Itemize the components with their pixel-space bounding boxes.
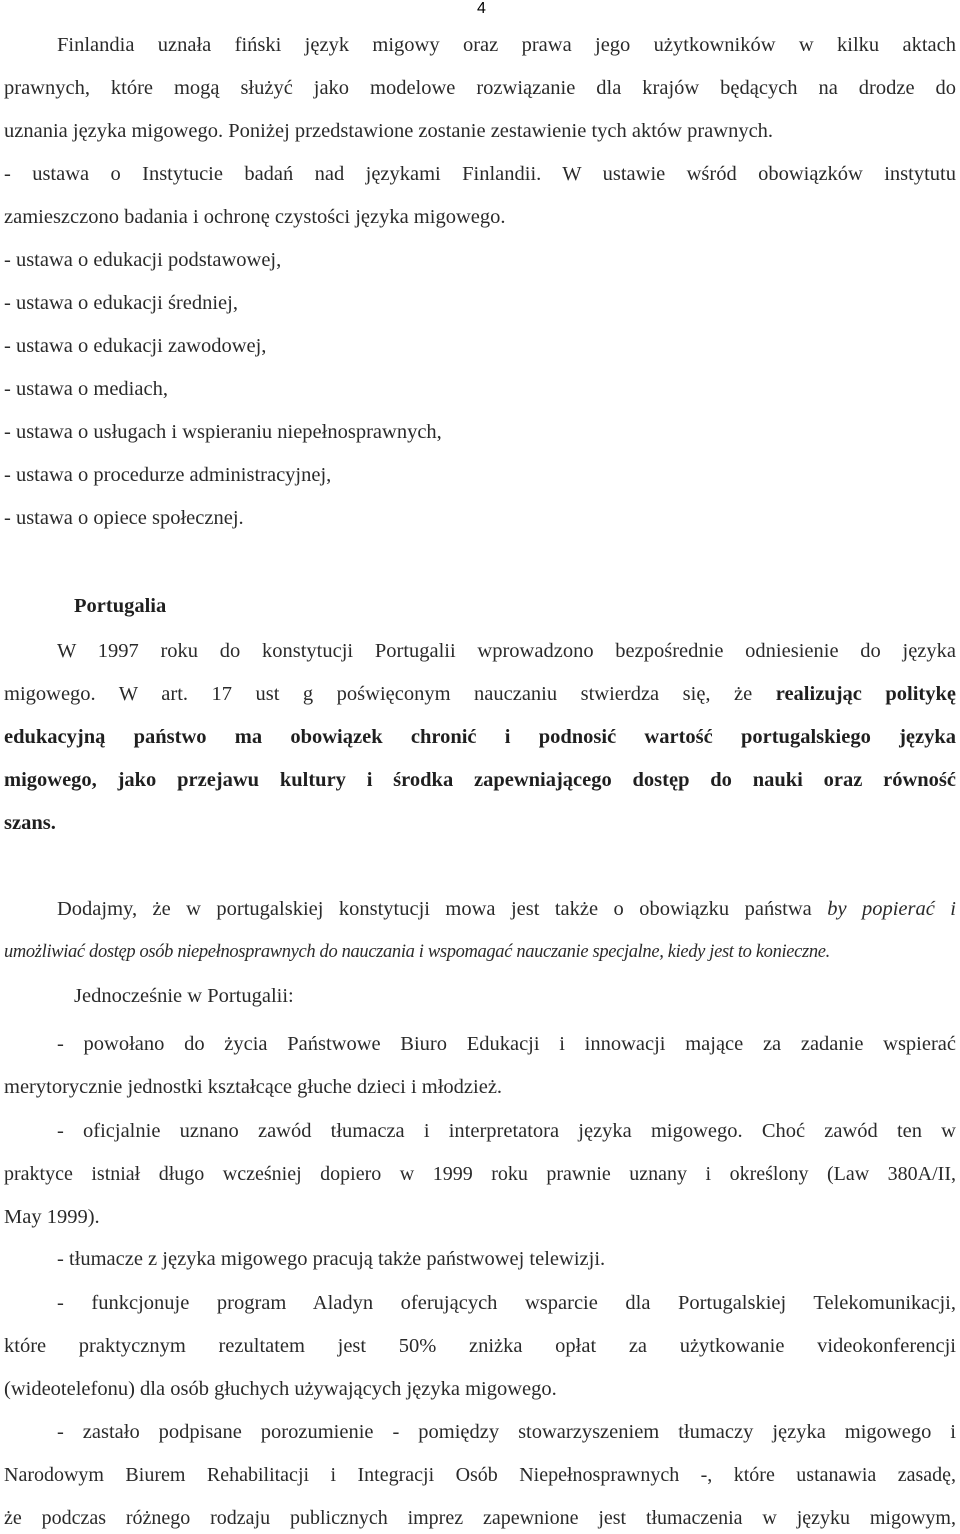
page-number: 4	[477, 0, 486, 17]
portugalia-p2-line-2: umożliwiać dostęp osób niepełnosprawnych do nauczania i wspomagać nauczanie specjalne, kiedy jest to konieczne.	[4, 942, 830, 962]
p2-plain-text: Dodajmy, że w portugalskiej konstytucji mowa jest także o obowiązku państwa	[57, 898, 828, 920]
bullet-4-line-3: (wideotelefonu) dla osób głuchych używających języka migowego.	[4, 1378, 557, 1400]
finlandia-line-3: uznania języka migowego. Poniżej przedstawione zostanie zestawienie tych aktów prawnych.	[4, 120, 774, 142]
bullet-5-line-3: że podczas różnego rodzaju publicznych imprez zapewnione jest tłumaczenia w języku migowym,	[4, 1507, 956, 1529]
portugalia-p1-line-3: edukacyjną państwo ma obowiązek chronić i podnosić wartość portugalskiego języka	[4, 726, 956, 748]
portugalia-p3: Jednocześnie w Portugalii:	[74, 985, 294, 1007]
p1-plain-text: migowego. W art. 17 ust g poświęconym nauczaniu stwierdza się, że	[4, 683, 776, 705]
bullet-2-line-2: praktyce istniał długo wcześniej dopiero w 1999 roku prawnie uznany i określony (Law 380A/II,	[4, 1163, 956, 1185]
bullet-3: - tłumacze z języka migowego pracują także państwowej telewizji.	[57, 1248, 606, 1270]
list-item: - ustawa o mediach,	[4, 378, 168, 400]
p2-italic-text: by popierać i	[827, 898, 956, 920]
portugalia-p1-line-4: migowego, jako przejawu kultury i środka zapewniającego dostęp do nauki oraz równość	[4, 769, 956, 791]
bullet-1-line-2: merytorycznie jednostki kształcące głuche dzieci i młodzież.	[4, 1076, 503, 1098]
list-item: - ustawa o usługach i wspieraniu niepełnosprawnych,	[4, 421, 442, 443]
finlandia-line-2: prawnych, które mogą służyć jako modelowe rozwiązanie dla krajów będących na drodze do	[4, 77, 956, 99]
portugalia-p2-line-1	[57, 896, 956, 922]
list-item: - ustawa o edukacji zawodowej,	[4, 335, 267, 357]
bullet-1-line-1: - powołano do życia Państwowe Biuro Edukacji i innowacji mające za zadanie wspierać	[57, 1033, 956, 1055]
p1-bold-text: realizując politykę	[775, 683, 956, 705]
portugalia-p1-line-2	[4, 681, 956, 707]
list-item: - ustawa o edukacji podstawowej,	[4, 249, 282, 271]
bullet-2-line-3: May 1999).	[4, 1206, 100, 1228]
bullet-2-line-1: - oficjalnie uznano zawód tłumacza i interpretatora języka migowego. Choć zawód ten w	[57, 1120, 956, 1142]
bullet-4-line-2: które praktycznym rezultatem jest 50% zniżka opłat za użytkowanie videokonferencji	[4, 1335, 956, 1357]
bullet-5-line-1: - zastało podpisane porozumienie - pomiędzy stowarzyszeniem tłumaczy języka migowego i	[57, 1421, 956, 1443]
bullet-4-line-1: - funkcjonuje program Aladyn oferujących wsparcie dla Portugalskiej Telekomunikacji,	[57, 1292, 956, 1314]
list-item: - ustawa o procedurze administracyjnej,	[4, 464, 332, 486]
portugalia-p1-line-5: szans.	[4, 812, 56, 834]
finlandia-line-5: zamieszczono badania i ochronę czystości języka migowego.	[4, 206, 506, 228]
portugalia-p1-line-1: W 1997 roku do konstytucji Portugalii wprowadzono bezpośrednie odniesienie do języka	[57, 640, 956, 662]
list-item: - ustawa o opiece społecznej.	[4, 507, 244, 529]
finlandia-line-4: - ustawa o Instytucie badań nad językami Finlandii. W ustawie wśród obowiązków instytutu	[4, 163, 956, 185]
finlandia-line-1: Finlandia uznała fiński język migowy oraz prawa jego użytkowników w kilku aktach	[57, 34, 956, 56]
list-item: - ustawa o edukacji średniej,	[4, 292, 238, 314]
section-heading: Portugalia	[74, 595, 167, 617]
bullet-5-line-2: Narodowym Biurem Rehabilitacji i Integracji Osób Niepełnosprawnych -, które ustanawia zasadę,	[4, 1464, 956, 1486]
